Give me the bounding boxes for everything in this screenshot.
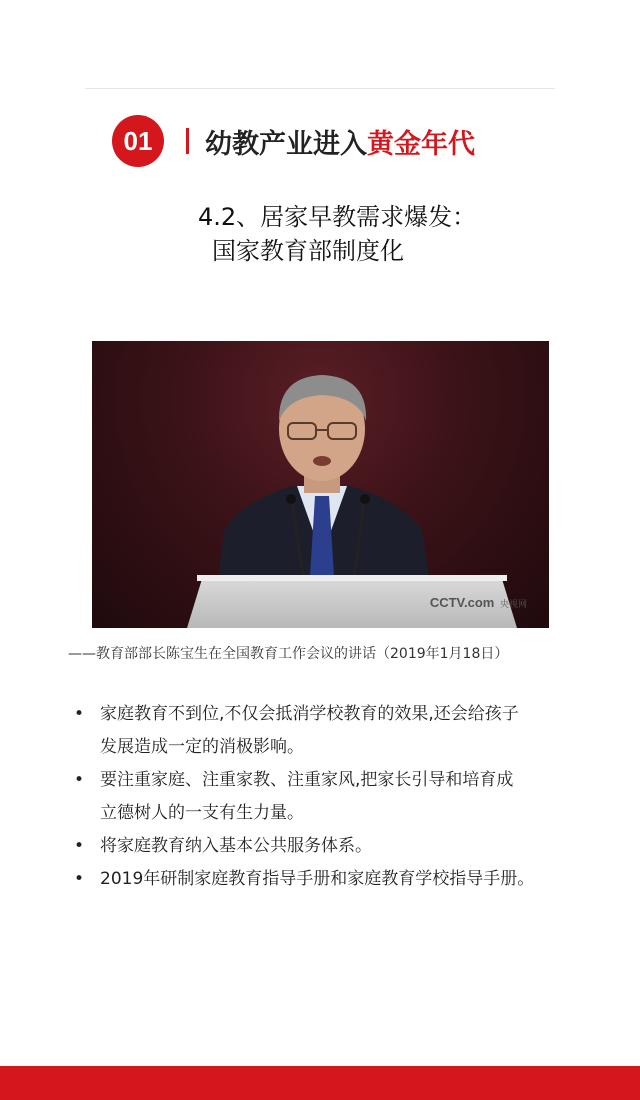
section-title [205, 122, 475, 161]
title-separator-bar [186, 128, 189, 154]
bullet-line-1: 将家庭教育纳入基本公共服务体系。 [100, 836, 372, 856]
bullet-item [74, 764, 574, 830]
cctv-watermark-tag: 央视网 [499, 599, 527, 609]
section-title-accent: 黄金年代 [367, 128, 475, 160]
bullet-item [74, 863, 574, 896]
section-title-main: 幼教产业进入 [205, 128, 367, 160]
top-divider [85, 88, 555, 89]
section-header [112, 116, 475, 166]
bullet-line-1: 2019年研制家庭教育指导手册和家庭教育学校指导手册。 [100, 869, 535, 889]
cctv-watermark [430, 595, 527, 610]
cctv-watermark-text: CCTV.com [429, 595, 495, 610]
subtitle-line-2: 国家教育部制度化 [212, 237, 404, 265]
bullet-line-2: 发展造成一定的消极影响。 [100, 737, 304, 757]
section-number-badge: 01 [112, 115, 164, 167]
bullet-line-1: 家庭教育不到位,不仅会抵消学校教育的效果,还会给孩子 [100, 704, 519, 724]
bullet-item [74, 830, 574, 863]
bullet-dot: • [74, 869, 85, 889]
footer-accent-bar [0, 1066, 640, 1100]
page-subtitle [198, 200, 476, 268]
bullet-line-2: 立德树人的一支有生力量。 [100, 803, 304, 823]
bullet-dot: • [74, 704, 85, 724]
bullet-dot: • [74, 836, 85, 856]
bullet-list [74, 698, 574, 896]
speaker-photo [92, 341, 549, 628]
subtitle-line-1: 4.2、居家早教需求爆发： [198, 203, 477, 231]
photo-caption: ——教育部部长陈宝生在全国教育工作会议的讲话（2019年1月18日） [68, 646, 509, 662]
bullet-line-1: 要注重家庭、注重家教、注重家风,把家长引导和培育成 [100, 770, 514, 790]
bullet-item [74, 698, 574, 764]
bullet-dot: • [74, 770, 85, 790]
speaker-illustration [92, 341, 549, 628]
